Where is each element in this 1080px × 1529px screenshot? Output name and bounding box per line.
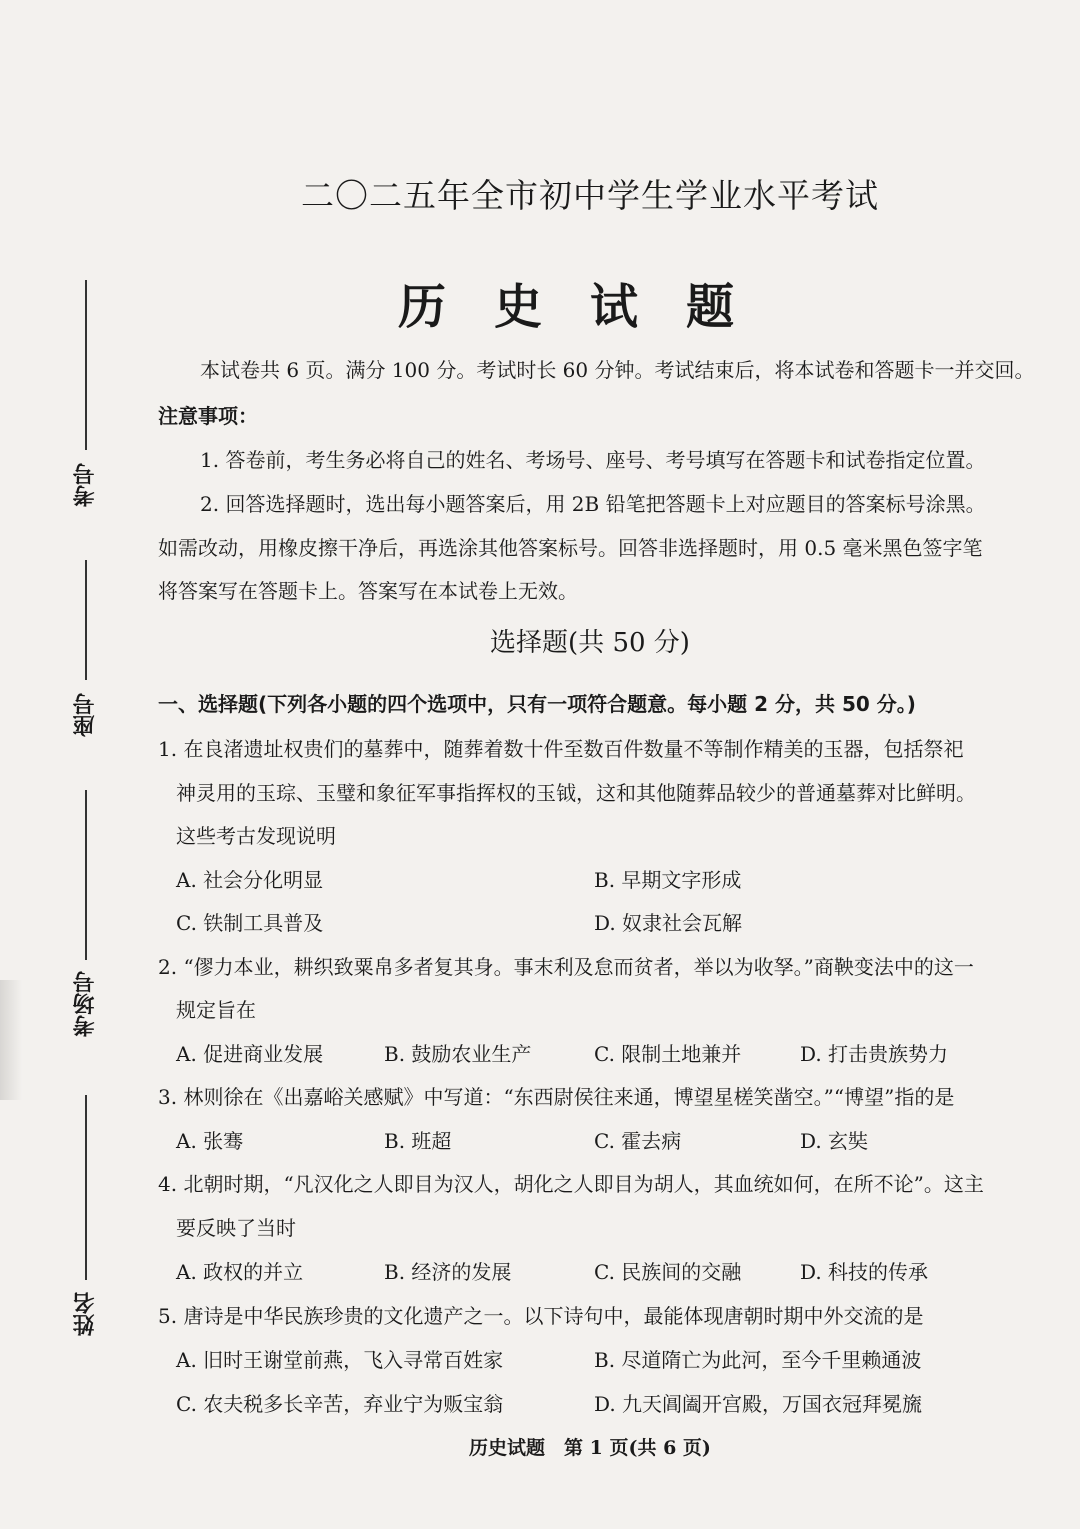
intro-text: 本试卷共 6 页。满分 100 分。考试时长 60 分钟。考试结束后，将本试卷和答题卡一并交回。	[200, 358, 1035, 382]
question-2-option-b[interactable]: B. 鼓励农业生产	[384, 1042, 532, 1066]
question-5-option-a[interactable]: A. 旧时王谢堂前燕，飞入寻常百姓家	[176, 1348, 504, 1372]
name-field	[55, 1095, 115, 1345]
question-4-option-b[interactable]: B. 经济的发展	[384, 1260, 512, 1284]
question-2-line-1: 2. “僇力本业，耕织致粟帛多者复其身。事末利及怠而贫者，举以为收孥。”商鞅变法中的这一	[158, 955, 974, 979]
seat-no-label: 座号	[73, 693, 98, 737]
question-2-line-2: 规定旨在	[176, 998, 256, 1022]
seat-no-line	[85, 560, 87, 680]
room-no-field	[55, 790, 115, 1045]
question-1-option-c[interactable]: C. 铁制工具普及	[176, 911, 324, 935]
question-1-option-a[interactable]: A. 社会分化明显	[176, 868, 324, 892]
question-2-option-c[interactable]: C. 限制土地兼并	[594, 1042, 742, 1066]
question-2-option-a[interactable]: A. 促进商业发展	[176, 1042, 324, 1066]
question-5-option-b[interactable]: B. 尽道隋亡为此河，至今千里赖通波	[594, 1348, 922, 1372]
notice-item-2-line-1: 2. 回答选择题时，选出每小题答案后，用 2B 铅笔把答题卡上对应题目的答案标号涂黑。	[200, 492, 986, 516]
question-5-line-1: 5. 唐诗是中华民族珍贵的文化遗产之一。以下诗句中，最能体现唐朝时期中外交流的是	[158, 1304, 924, 1328]
question-3-line-1: 3. 林则徐在《出嘉峪关感赋》中写道：“东西尉侯往来通，博望星槎笑凿空。”“博望”指的是	[158, 1085, 955, 1109]
question-5-option-d[interactable]: D. 九天阊阖开宫殿，万国衣冠拜冕旒	[594, 1392, 923, 1416]
exam-title: 二〇二五年全市初中学生学业水平考试	[301, 176, 879, 215]
binding-margin	[55, 0, 115, 1529]
question-1-option-d[interactable]: D. 奴隶社会瓦解	[594, 911, 743, 935]
room-no-label: 考场号	[73, 971, 98, 1037]
exam-no-label: 考号	[73, 463, 98, 507]
question-5-option-c[interactable]: C. 农夫税多长辛苦，弃业宁为贩宝翁	[176, 1392, 504, 1416]
name-label: 姓名	[73, 1292, 98, 1336]
question-4-line-1: 4. 北朝时期，“凡汉化之人即目为汉人，胡化之人即目为胡人，其血统如何，在所不论”。这主	[158, 1172, 984, 1196]
name-line	[85, 1095, 87, 1280]
question-1-line-3: 这些考古发现说明	[176, 824, 336, 848]
question-3-option-a[interactable]: A. 张骞	[176, 1129, 244, 1153]
page-edge-shadow	[0, 980, 22, 1100]
notice-title: 注意事项：	[158, 404, 258, 428]
question-4-option-d[interactable]: D. 科技的传承	[800, 1260, 929, 1284]
question-3-option-b[interactable]: B. 班超	[384, 1129, 452, 1153]
question-2-option-d[interactable]: D. 打击贵族势力	[800, 1042, 949, 1066]
question-3-option-d[interactable]: D. 玄奘	[800, 1129, 869, 1153]
question-1-line-1: 1. 在良渚遗址权贵们的墓葬中，随葬着数十件至数百件数量不等制作精美的玉器，包括祭祀	[158, 737, 964, 761]
question-3-option-c[interactable]: C. 霍去病	[594, 1129, 682, 1153]
question-4-option-c[interactable]: C. 民族间的交融	[594, 1260, 742, 1284]
room-no-line	[85, 790, 87, 960]
notice-item-1: 1. 答卷前，考生务必将自己的姓名、考场号、座号、考号填写在答题卡和试卷指定位置。	[200, 448, 986, 472]
notice-item-2-line-3: 将答案写在答题卡上。答案写在本试卷上无效。	[158, 579, 578, 603]
question-4-option-a[interactable]: A. 政权的并立	[176, 1260, 304, 1284]
section-title: 选择题(共 50 分)	[490, 628, 690, 658]
question-1-line-2: 神灵用的玉琮、玉璧和象征军事指挥权的玉钺，这和其他随葬品较少的普通墓葬对比鲜明。	[176, 781, 976, 805]
question-1-option-b[interactable]: B. 早期文字形成	[594, 868, 742, 892]
notice-item-2-line-2: 如需改动，用橡皮擦干净后，再选涂其他答案标号。回答非选择题时，用 0.5 毫米黑色签字笔	[158, 536, 983, 560]
part-heading: 一、选择题(下列各小题的四个选项中，只有一项符合题意。每小题 2 分，共 50 分。)	[158, 692, 916, 716]
page-footer: 历史试题 第 1 页(共 6 页)	[469, 1437, 711, 1459]
subject-title: 历史试题	[397, 279, 782, 335]
question-4-line-2: 要反映了当时	[176, 1216, 296, 1240]
